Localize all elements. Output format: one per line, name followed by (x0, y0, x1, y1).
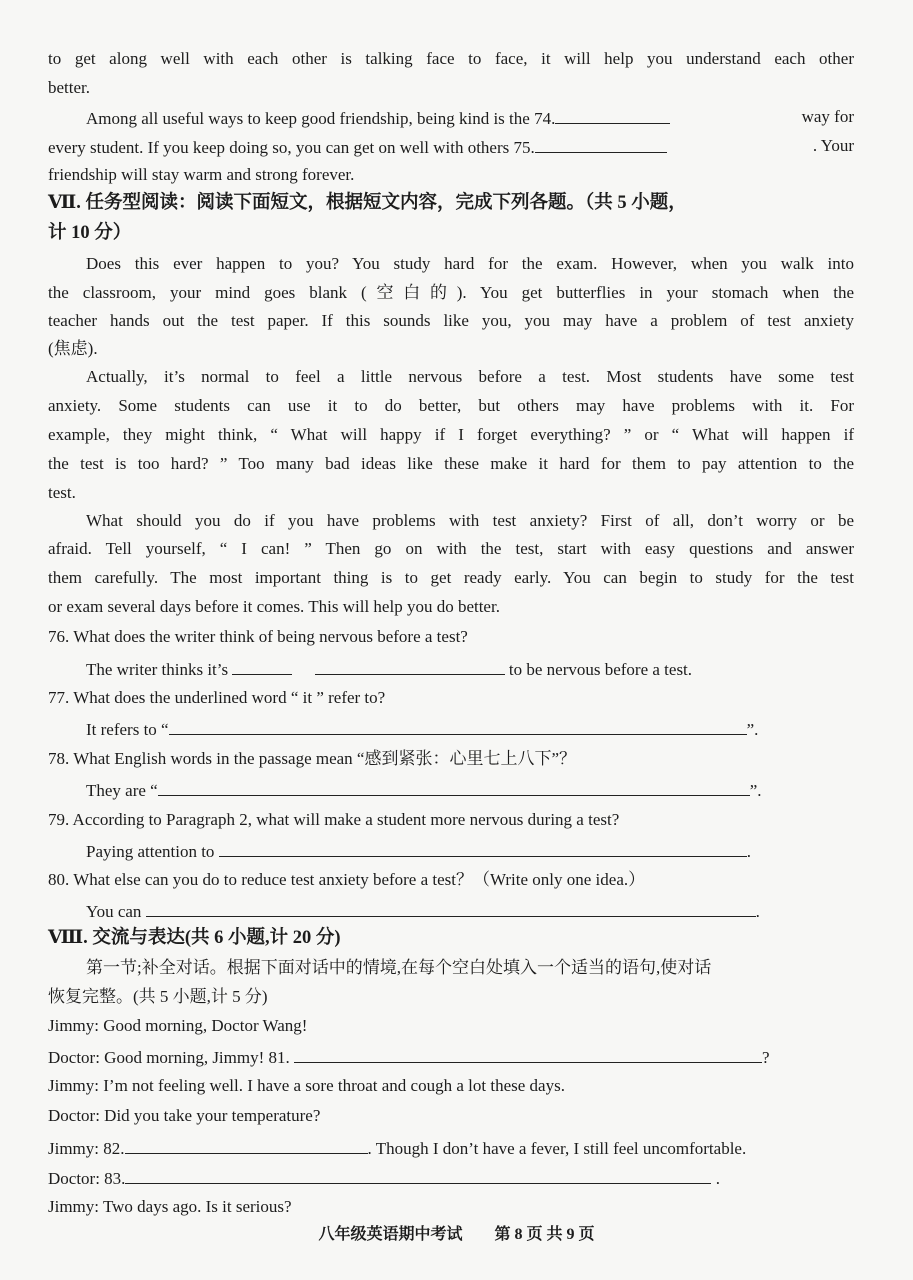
section-8-instruction: 第一节;补全对话。根据下面对话中的情境,在每个空白处填入一个适当的语句,使对话 (86, 958, 712, 977)
answer-blank-81[interactable] (294, 1046, 762, 1063)
answer-suffix: to be nervous before a test. (508, 660, 693, 679)
answer-blank-80[interactable] (146, 900, 756, 917)
answer-prefix: They are “ (86, 781, 158, 800)
answer-blank-77[interactable] (169, 718, 747, 735)
question-80: 80. What else can you do to reduce test anxiety before a test？（Write only one idea.） (48, 870, 646, 889)
section-8-title: Ⅷ. 交流与表达(共 6 小题,计 20 分) (48, 928, 341, 948)
answer-blank-76a[interactable] (232, 658, 292, 675)
paragraph-line: anxiety. Some students can use it to do better, but others may have problems with it. For (48, 396, 854, 415)
page-number: 第 8 页 共 9 页 (494, 1226, 595, 1243)
passage-text: way for (801, 107, 854, 126)
paragraph-line: the test is too hard? ” Too many bad ideas like these make it hard for them to pay attention to the (48, 454, 854, 473)
section-7-title-cont: 计 10 分） (48, 223, 132, 243)
dialogue-text: . Though I don’t have a fever, I still feel uncomfortable. (367, 1139, 747, 1158)
dialogue-text: Doctor: 83. (48, 1169, 126, 1188)
paragraph-line: (焦虑). (48, 339, 98, 358)
dialogue-text: Doctor: Good morning, Jimmy! 81. (48, 1048, 290, 1067)
passage-line: to get along well with each other is talking face to face, it will help you understand each other (48, 49, 854, 68)
answer-prefix: Paying attention to (86, 842, 215, 861)
passage-line (48, 136, 854, 158)
exam-name: 八年级英语期中考试 (318, 1226, 463, 1243)
question-77: 77. What does the underlined word “ it ” refer to? (48, 688, 386, 707)
answer-blank-76b[interactable] (315, 658, 505, 675)
passage-text: Among all useful ways to keep good friendship, being kind is the 74. (86, 109, 556, 128)
answer-suffix: ”. (746, 720, 759, 739)
answer-blank-75[interactable] (535, 136, 667, 153)
answer-line-79 (86, 840, 854, 862)
answer-blank-82[interactable] (125, 1137, 368, 1154)
answer-line-76 (86, 658, 854, 680)
passage-text: . Your (812, 136, 854, 155)
answer-line-80 (86, 900, 854, 922)
question-76: 76. What does the writer think of being nervous before a test? (48, 627, 468, 646)
passage-line: friendship will stay warm and strong forever. (48, 165, 355, 184)
question-78: 78. What English words in the passage mean “感到紧张：心里七上八下”？ (48, 749, 577, 768)
answer-suffix: . (746, 842, 751, 861)
answer-prefix: The writer thinks it’s (86, 660, 229, 679)
answer-line-78 (86, 779, 854, 801)
answer-prefix: It refers to “ (86, 720, 169, 739)
paragraph-line: afraid. Tell yourself, “ I can! ” Then go on with the test, start with easy questions and answer (48, 539, 854, 558)
answer-suffix: . (755, 902, 760, 921)
dialogue-line (48, 1137, 854, 1159)
dialogue-line (48, 1167, 854, 1189)
dialogue-line: Jimmy: I’m not feeling well. I have a sore throat and cough a lot these days. (48, 1076, 565, 1095)
answer-suffix: ”. (749, 781, 762, 800)
answer-prefix: You can (86, 902, 142, 921)
dialogue-line: Jimmy: Good morning, Doctor Wang! (48, 1016, 308, 1035)
answer-blank-83[interactable] (125, 1167, 711, 1184)
answer-blank-74[interactable] (555, 107, 670, 124)
answer-blank-78[interactable] (158, 779, 750, 796)
paragraph-line: example, they might think, “ What will happy if I forget everything? ” or “ What will happen if (48, 425, 854, 444)
passage-line: better. (48, 78, 91, 97)
dialogue-text: . (715, 1169, 720, 1188)
paragraph-line: Actually, it’s normal to feel a little nervous before a test. Most students have some test (86, 367, 854, 386)
dialogue-line: Jimmy: Two days ago. Is it serious? (48, 1197, 292, 1216)
question-79: 79. According to Paragraph 2, what will make a student more nervous during a test? (48, 810, 620, 829)
dialogue-text: ? (762, 1048, 770, 1067)
paragraph-line: Does this ever happen to you? You study hard for the exam. However, when you walk into (86, 254, 854, 273)
section-7-title: Ⅶ. 任务型阅读：阅读下面短文，根据短文内容，完成下列各题。（共 5 小题， (48, 193, 687, 213)
paragraph-line: teacher hands out the test paper. If this sounds like you, you may have a problem of test anxiety (48, 311, 854, 330)
paragraph-line: the classroom, your mind goes blank (空白的). You get butterflies in your stomach when the (48, 283, 854, 302)
paragraph-line: them carefully. The most important thing is to get ready early. You can begin to study for the test (48, 568, 854, 587)
page-footer (0, 1221, 913, 1244)
answer-blank-79[interactable] (219, 840, 747, 857)
dialogue-line (48, 1046, 854, 1068)
dialogue-text: Jimmy: 82. (48, 1139, 125, 1158)
passage-line (86, 107, 854, 129)
passage-text: every student. If you keep doing so, you can get on well with others 75. (48, 138, 535, 157)
paragraph-line: or exam several days before it comes. This will help you do better. (48, 597, 500, 616)
dialogue-line: Doctor: Did you take your temperature? (48, 1106, 321, 1125)
section-8-instruction-cont: 恢复完整。(共 5 小题,计 5 分) (48, 987, 268, 1006)
paragraph-line: What should you do if you have problems with test anxiety? First of all, don’t worry or be (86, 511, 854, 530)
paragraph-line: test. (48, 483, 76, 502)
answer-line-77 (86, 718, 854, 740)
